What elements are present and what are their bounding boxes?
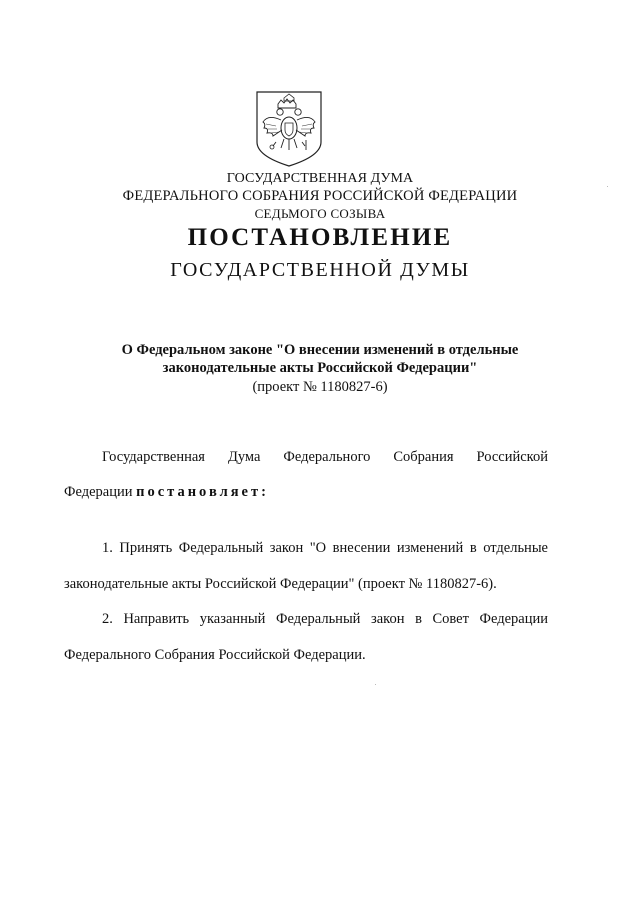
document-issuer: ГОСУДАРСТВЕННОЙ ДУМЫ (170, 259, 470, 281)
item-1-line-2: законодательные акты Российской Федерации" (проект № 1180827-6). (64, 576, 497, 592)
item-2-line-2: Федерального Собрания Российской Федерации. (64, 647, 366, 663)
header-assembly: ФЕДЕРАЛЬНОГО СОБРАНИЯ РОССИЙСКОЙ ФЕДЕРАЦИИ (122, 188, 518, 204)
document-title: ПОСТАНОВЛЕНИЕ (187, 224, 453, 251)
scan-speck (375, 684, 376, 685)
subject-bill-number: (проект № 1180827-6) (252, 379, 388, 395)
russian-coat-of-arms-icon (254, 90, 324, 168)
scan-speck (607, 186, 608, 187)
item-2-line-1: 2. Направить указанный Федеральный закон в Совет Федерации (102, 611, 548, 627)
item-1-line-1: 1. Принять Федеральный закон "О внесении изменений в отдельные (102, 540, 548, 556)
header-convocation: СЕДЬМОГО СОЗЫВА (254, 206, 386, 221)
header-duma: ГОСУДАРСТВЕННАЯ ДУМА (226, 171, 414, 186)
preamble-line-1: Государственная Дума Федерального Собрания Российской (102, 449, 548, 465)
subject-line-2: законодательные акты Российской Федерации" (162, 360, 478, 376)
decree-word: постановляет: (136, 484, 269, 500)
preamble-line-2 (64, 484, 269, 501)
subject-line-1: О Федеральном законе "О внесении изменений в отдельные (121, 342, 519, 358)
preamble-prefix: Федерации (64, 484, 137, 500)
